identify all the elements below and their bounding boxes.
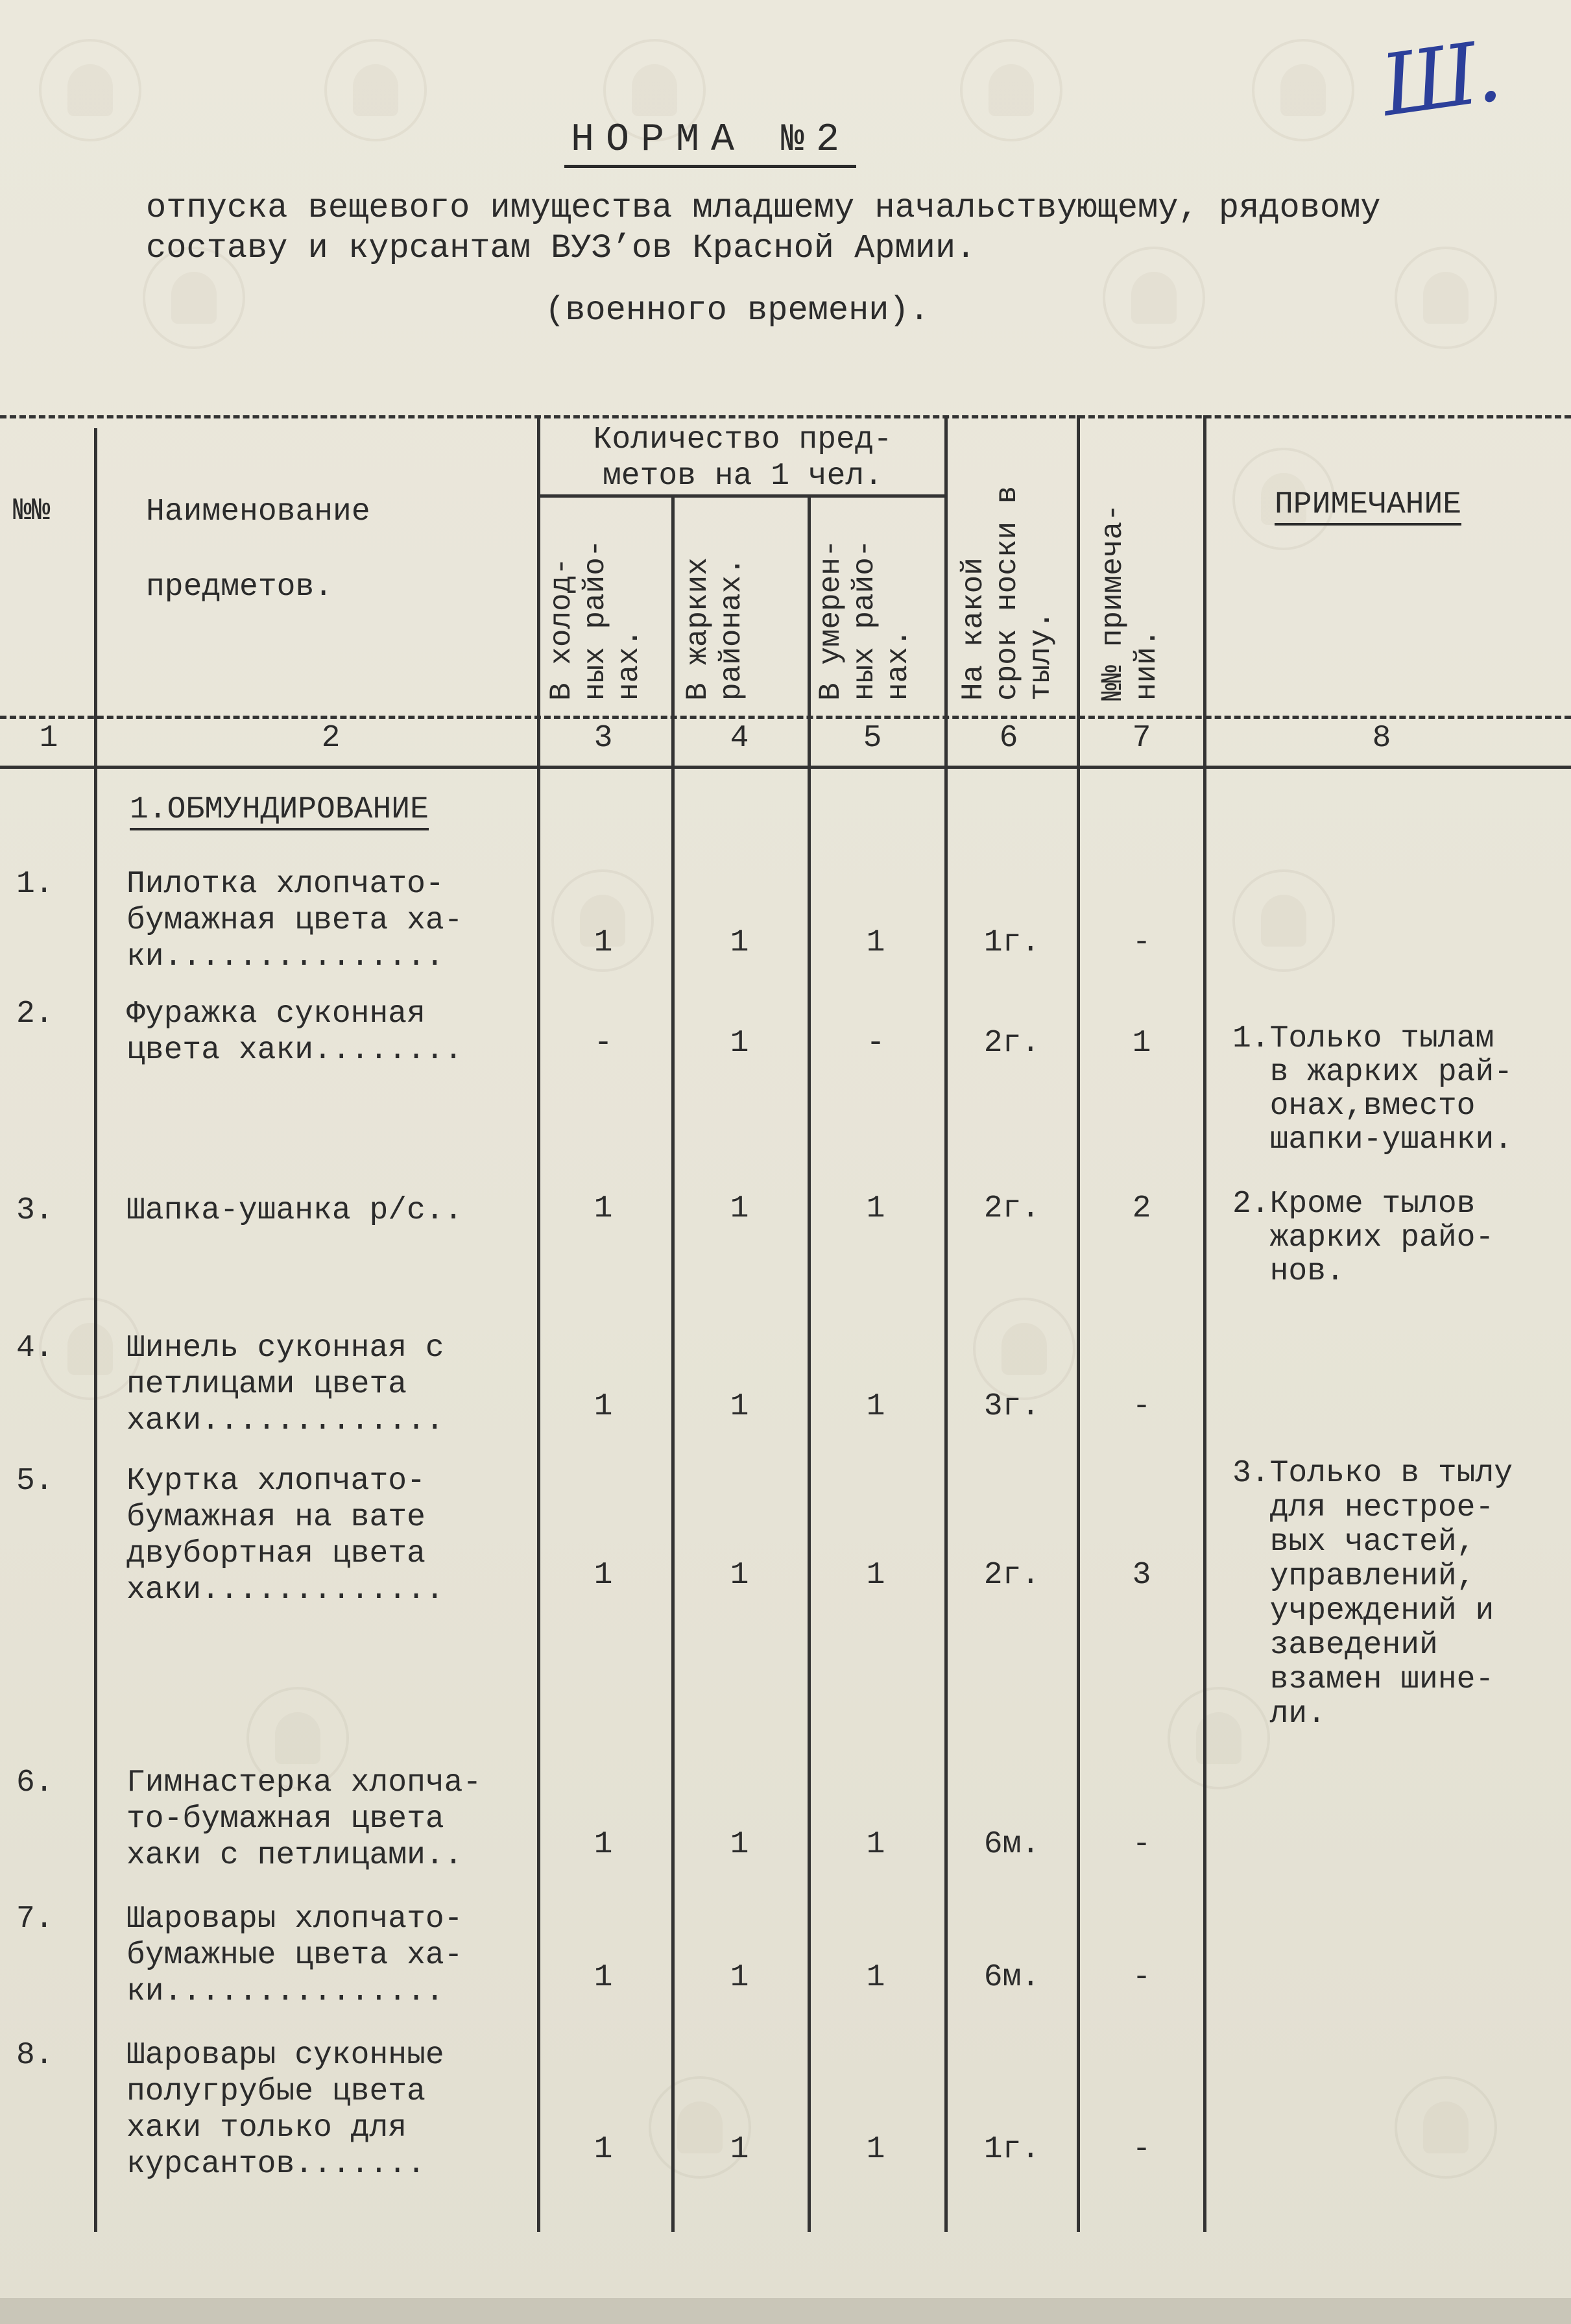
row-5-note: 3.Только в тылу для нестрое- вых частей, управлений, учреждений и заведений взамен шине- ли. — [1232, 1456, 1513, 1732]
bottom-edge — [0, 2298, 1571, 2324]
row-5-moderate: 1 — [866, 1558, 885, 1593]
row-8-num: 8. — [16, 2038, 54, 2073]
row-6-moderate: 1 — [866, 1827, 885, 1862]
col-number: 5 — [863, 721, 882, 756]
row-8-term: 1г. — [983, 2132, 1040, 2167]
row-2-note-num: 1 — [1132, 1026, 1151, 1061]
row-7-name: Шаровары хлопчато- бумажные цвета ха- ки............... — [126, 1902, 463, 2009]
row-8-note-num: - — [1132, 2132, 1151, 2167]
row-6-term: 6м. — [983, 1827, 1040, 1862]
header-num: №№ — [13, 494, 51, 529]
column-divider — [1203, 415, 1206, 2232]
col-number: 4 — [730, 721, 749, 756]
row-3-hot: 1 — [730, 1191, 749, 1226]
watermark-emblem — [39, 39, 141, 141]
row-8-name: Шаровары суконные полугрубые цвета хаки только для курсантов....... — [126, 2038, 444, 2182]
row-5-num: 5. — [16, 1464, 54, 1499]
row-4-note-num: - — [1132, 1389, 1151, 1424]
handwritten-mark: Ш. — [1375, 21, 1504, 136]
row-6-name: Гимнастерка хлопча- то-бумажная цвета хаки с петлицами.. — [126, 1765, 482, 1873]
row-6-hot: 1 — [730, 1827, 749, 1862]
col-number: 6 — [999, 721, 1018, 756]
row-3-note-num: 2 — [1132, 1191, 1151, 1226]
watermark-emblem — [960, 39, 1062, 141]
header-term: На какой срок носки в тылу. — [957, 485, 1058, 701]
row-5-note-num: 3 — [1132, 1558, 1151, 1593]
row-7-hot: 1 — [730, 1960, 749, 1995]
header-hot-regions: В жарких районах. — [681, 557, 749, 701]
column-divider — [1077, 415, 1080, 2232]
row-3-cold: 1 — [594, 1191, 613, 1226]
row-3-num: 3. — [16, 1193, 54, 1228]
col-number: 1 — [39, 721, 58, 756]
row-7-term: 6м. — [983, 1960, 1040, 1995]
column-divider — [944, 415, 948, 2232]
watermark-emblem — [324, 39, 427, 141]
row-4-cold: 1 — [594, 1389, 613, 1424]
group-header-rule — [537, 494, 944, 498]
table-top-rule — [0, 415, 1571, 418]
row-8-moderate: 1 — [866, 2132, 885, 2167]
watermark-emblem — [973, 1298, 1075, 1400]
row-6-cold: 1 — [594, 1827, 613, 1862]
col-number: 7 — [1132, 721, 1151, 756]
column-divider — [671, 496, 675, 2232]
column-divider — [537, 415, 540, 2232]
row-2-hot: 1 — [730, 1026, 749, 1061]
row-2-moderate: - — [866, 1026, 885, 1061]
row-5-hot: 1 — [730, 1558, 749, 1593]
row-4-hot: 1 — [730, 1389, 749, 1424]
row-5-name: Куртка хлопчато- бумажная на вате двубортная цвета хаки............. — [126, 1464, 444, 1608]
section-title: 1.ОБМУНДИРОВАНИЕ — [130, 792, 429, 830]
row-3-note: 2.Кроме тылов жарких райо- нов. — [1232, 1187, 1494, 1289]
watermark-emblem — [1252, 39, 1354, 141]
row-4-name: Шинель суконная с петлицами цвета хаки............. — [126, 1331, 444, 1438]
header-cold-regions: В холод- ных райо- нах. — [545, 539, 646, 701]
row-3-name: Шапка-ушанка р/с.. — [126, 1193, 463, 1228]
row-5-term: 2г. — [983, 1558, 1040, 1593]
row-7-note-num: - — [1132, 1960, 1151, 1995]
row-2-cold: - — [594, 1026, 613, 1061]
row-7-num: 7. — [16, 1902, 54, 1937]
row-4-moderate: 1 — [866, 1389, 885, 1424]
row-3-term: 2г. — [983, 1191, 1040, 1226]
watermark-emblem — [1232, 869, 1335, 972]
row-4-term: 3г. — [983, 1389, 1040, 1424]
row-5-cold: 1 — [594, 1558, 613, 1593]
row-4-num: 4. — [16, 1331, 54, 1366]
column-divider — [94, 428, 97, 2232]
watermark-emblem — [1395, 2076, 1497, 2179]
row-2-num: 2. — [16, 997, 54, 1032]
header-note-numbers: №№ примеча- ний. — [1096, 503, 1164, 701]
col-number: 3 — [594, 721, 613, 756]
row-7-moderate: 1 — [866, 1960, 885, 1995]
col-number: 8 — [1372, 721, 1391, 756]
row-2-note: 1.Только тылам в жарких рай- онах,вместо шапки-ушанки. — [1232, 1021, 1513, 1157]
row-2-term: 2г. — [983, 1026, 1040, 1061]
row-8-cold: 1 — [594, 2132, 613, 2167]
row-1-num: 1. — [16, 867, 54, 902]
row-1-hot: 1 — [730, 925, 749, 960]
row-1-note-num: - — [1132, 925, 1151, 960]
row-1-term: 1г. — [983, 925, 1040, 960]
header-name: Наименование предметов. — [146, 494, 370, 605]
row-3-moderate: 1 — [866, 1191, 885, 1226]
header-note: ПРИМЕЧАНИЕ — [1275, 487, 1461, 526]
header-bottom-rule — [0, 716, 1571, 719]
document-title: НОРМА №2 — [564, 117, 856, 168]
col-number: 2 — [321, 721, 341, 756]
column-divider — [808, 496, 811, 2232]
row-6-note-num: - — [1132, 1827, 1151, 1862]
row-8-hot: 1 — [730, 2132, 749, 2167]
watermark-emblem — [1395, 247, 1497, 349]
header-moderate-regions: В умерен- ных райо- нах. — [814, 539, 915, 701]
row-1-name: Пилотка хлопчато- бумажная цвета ха- ки............... — [126, 867, 463, 974]
column-number-rule — [0, 766, 1571, 769]
header-quantity-group: Количество пред- метов на 1 чел. — [593, 422, 893, 494]
document-subtitle-period: (военного времени). — [545, 291, 929, 330]
row-2-name: Фуражка суконная цвета хаки........ — [126, 997, 463, 1068]
row-7-cold: 1 — [594, 1960, 613, 1995]
row-6-num: 6. — [16, 1765, 54, 1800]
row-1-moderate: 1 — [866, 925, 885, 960]
document-subtitle: отпуска вещевого имущества младшему начальствующему, рядовому составу и курсантам ВУЗ’ов Красной Армии. — [146, 189, 1381, 267]
row-1-cold: 1 — [594, 925, 613, 960]
